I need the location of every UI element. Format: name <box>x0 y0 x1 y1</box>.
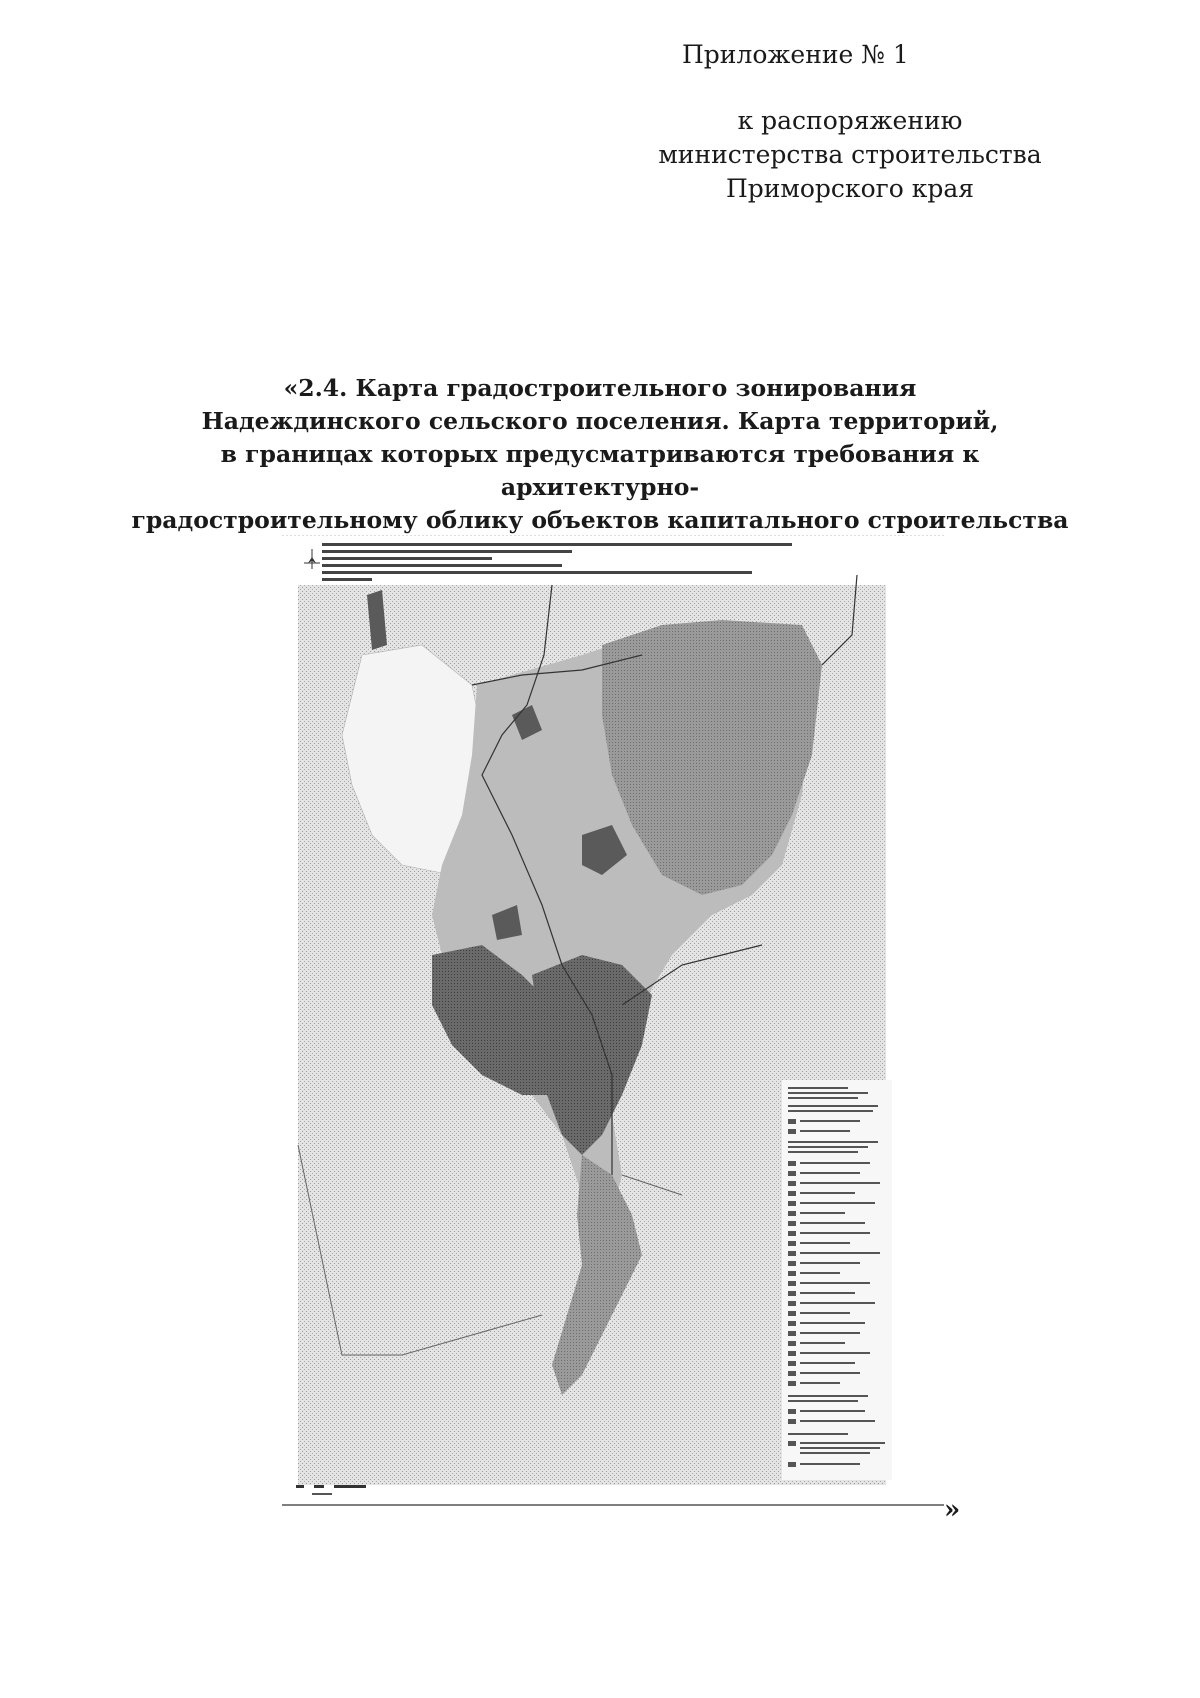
zoning-map-image <box>282 535 944 1515</box>
title-line-3: в границах которых предусматриваются требования к архитектурно- <box>220 440 980 501</box>
map-scale-bar <box>296 1485 366 1495</box>
appendix-line-1: к распоряжению <box>737 106 963 135</box>
document-title <box>120 372 1080 537</box>
title-line-2: Надеждинского сельского поселения. Карта территорий, <box>201 407 999 435</box>
closing-quote-mark: » <box>944 1495 961 1525</box>
map-legend <box>782 1080 892 1480</box>
title-line-4: градостроительному облику объектов капитального строительства <box>131 506 1069 534</box>
north-arrow-icon <box>304 549 320 569</box>
appendix-line-3: Приморского края <box>725 174 975 203</box>
title-line-1: «2.4. Карта градостроительного зонирования <box>283 374 917 402</box>
appendix-block <box>640 38 1060 206</box>
zoning-map-graphic <box>282 535 944 1515</box>
map-header-text <box>322 543 792 581</box>
appendix-line-2: министерства строительства <box>658 140 1042 169</box>
appendix-title: Приложение № 1 <box>682 40 909 69</box>
